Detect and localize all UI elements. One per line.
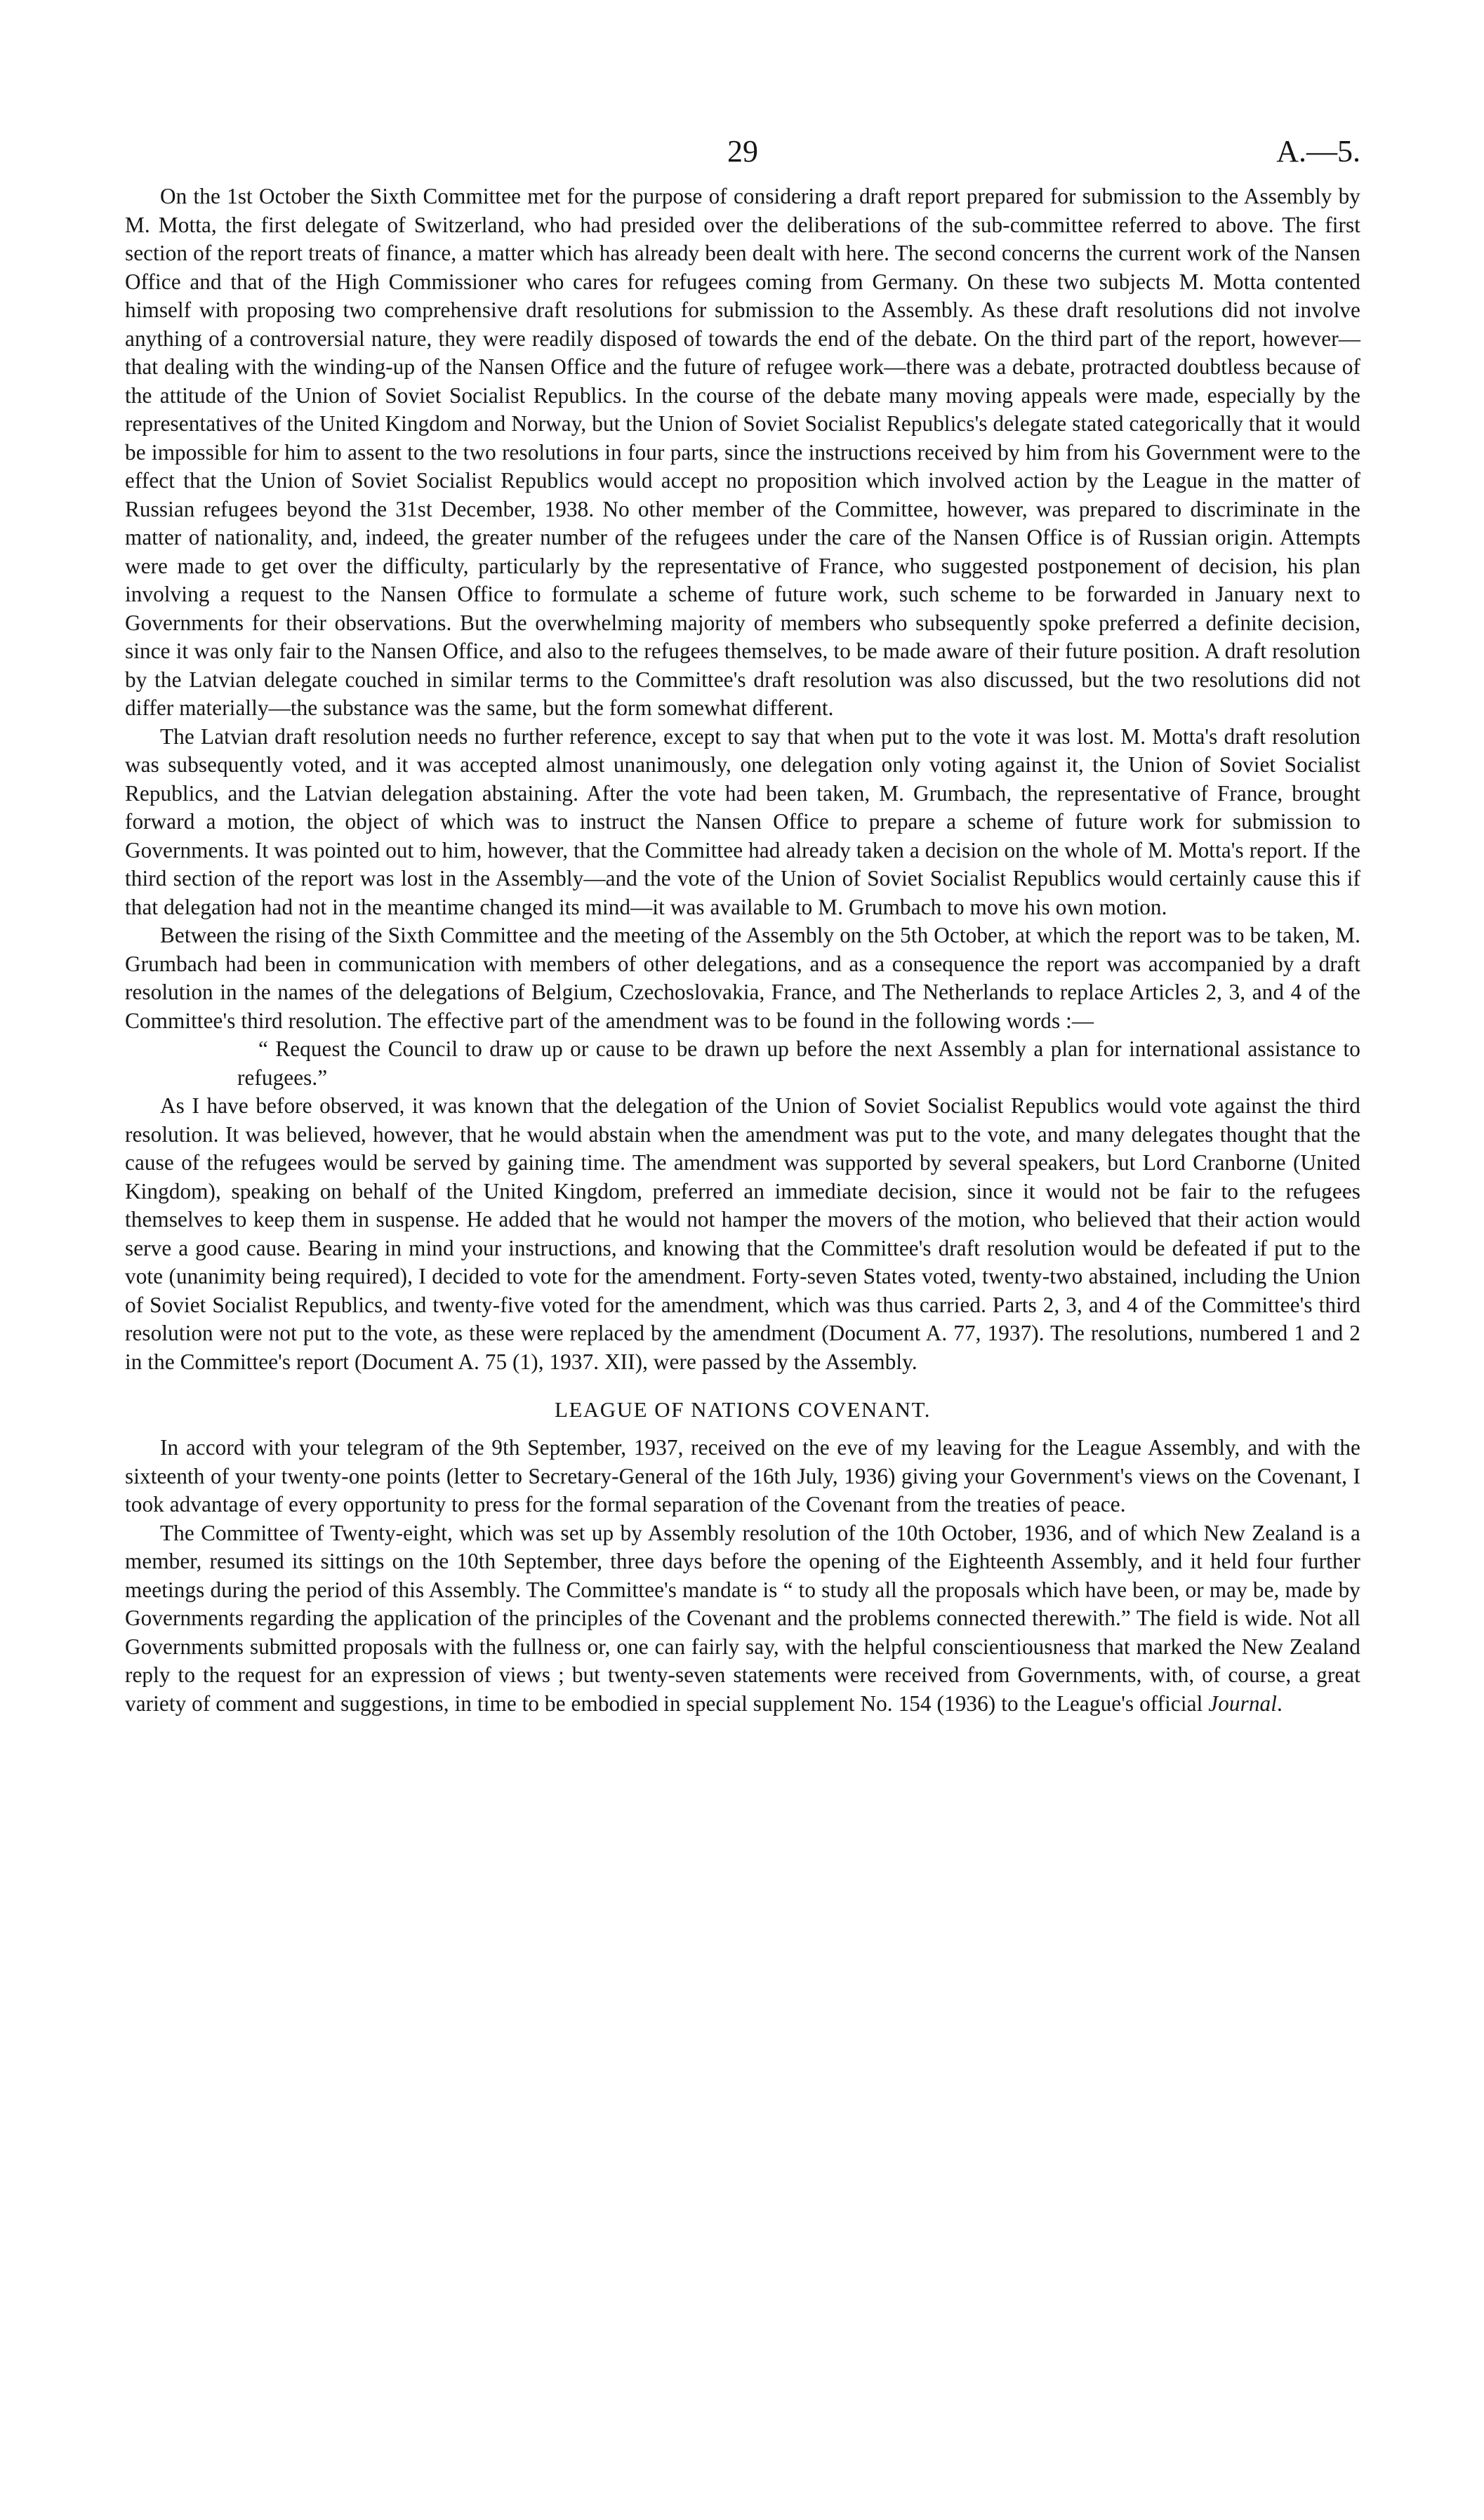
document-reference: A.—5.: [1276, 134, 1360, 168]
document-page: [125, 133, 1360, 1718]
block-quote: “ Request the Council to draw up or cause to be drawn up before the next Assembly a plan for international assistance to refugees.”: [237, 1036, 1360, 1090]
paragraph: [125, 1519, 1360, 1719]
paragraph-text: The Committee of Twenty-eight, which was set up by Assembly resolution of the 10th October, 1936, and of which New Zealand is a member, resumed its sittings on the 10th September, three days before the opening of the Eighteenth Assembly, and it held four further meetings during the period of this Assembly. The Committee's mandate is “ to study all the proposals which have been, or may be, made by Governments regarding the application of the principles of the Covenant and the problems connected therewith.” The field is wide. Not all Governments submitted proposals with the fullness or, one can fairly say, with the helpful conscientiousness that marked the New Zealand reply to the request for an expression of views ; but twenty-seven statements were received from Governments, with, of course, a great variety of comment and suggestions, in time to be embodied in special supplement No. 154 (1936) to the League's official: [125, 1520, 1360, 1716]
page-header: [125, 133, 1360, 182]
paragraph: On the 1st October the Sixth Committee met for the purpose of considering a draft report prepared for submission to the Assembly by M. Motta, the first delegate of Switzerland, who had presided over the deliberations of the sub-committee referred to above. The first section of the report treats of finance, a matter which has already been dealt with here. The second concerns the current work of the Nansen Office and that of the High Commissioner who cares for refugees coming from Germany. On these two subjects M. Motta contented himself with proposing two comprehensive draft resolutions for submission to the Assembly. As these draft resolutions did not involve anything of a controversial nature, they were readily disposed of towards the end of the debate. On the third part of the report, however— that dealing with the winding-up of the Nansen Office and the future of refugee work—there was a debate, protracted doubtless because of the attitude of the Union of Soviet Socialist Republics. In the course of the debate many moving appeals were made, especially by the representatives of the United Kingdom and Norway, but the Union of Soviet Socialist Republics's delegate stated categorically that it would be impossible for him to assent to the two resolutions in four parts, since the instructions received by him from his Government were to the effect that the Union of Soviet Socialist Republics would accept no proposition which involved action by the League in the matter of Russian refugees beyond the 31st December, 1938. No other member of the Committee, however, was prepared to discriminate in the matter of nationality, and, indeed, the greater number of the refugees under the care of the Nansen Office is of Russian origin. Attempts were made to get over the difficulty, particularly by the representative of France, who suggested postponement of decision, his plan involving a request to the Nansen Office to formulate a scheme of future work, such scheme to be forwarded in January next to Governments for their observations. But the overwhelming majority of members who subsequently spoke preferred a definite decision, since it was only fair to the Nansen Office, and also to the refugees themselves, to be made aware of their future position. A draft resolution by the Latvian delegate couched in similar terms to the Committee's draft resolution was also discussed, but the two resolutions did not differ materially—the substance was the same, but the form somewhat different.: [125, 184, 1360, 720]
document-body: [125, 182, 1360, 1718]
paragraph: Between the rising of the Sixth Committee and the meeting of the Assembly on the 5th October, at which the report was to be taken, M. Grumbach had been in communication with members of other delegations, and as a consequence the report was accompanied by a draft resolution in the names of the delegations of Belgium, Czechoslovakia, France, and The Netherlands to replace Articles 2, 3, and 4 of the Committee's third resolution. The effective part of the amendment was to be found in the following words :—: [125, 923, 1360, 1033]
paragraph: The Latvian draft resolution needs no further reference, except to say that when put to the vote it was lost. M. Motta's draft resolution was subsequently voted, and it was accepted almost unanimously, one delegation only voting against it, the Union of Soviet Socialist Republics, and the Latvian delegation abstaining. After the vote had been taken, M. Grumbach, the representative of France, brought forward a motion, the object of which was to instruct the Nansen Office to prepare a scheme of future work for submission to Governments. It was pointed out to him, however, that the Committee had already taken a decision on the whole of M. Motta's report. If the third section of the report was lost in the Assembly—and the vote of the Union of Soviet Socialist Republics would certainly cause this if that delegation had not in the meantime changed its mind—it was available to M. Grumbach to move his own motion.: [125, 724, 1360, 919]
page-number: 29: [727, 134, 758, 168]
paragraph: As I have before observed, it was known that the delegation of the Union of Soviet Socialist Republics would vote against the third resolution. It was believed, however, that he would abstain when the amendment was put to the vote, and many delegates thought that the cause of the refugees would be served by gaining time. The amendment was supported by several speakers, but Lord Cranborne (United Kingdom), speaking on behalf of the United Kingdom, preferred an immediate decision, since it would not be fair to the refugees themselves to keep them in suspense. He added that he would not hamper the movers of the motion, who believed that their action would serve a good cause. Bearing in mind your instructions, and knowing that the Committee's draft resolution would be defeated if put to the vote (unanimity being required), I decided to vote for the amendment. Forty-seven States voted, twenty-two abstained, including the Union of Soviet Socialist Republics, and twenty-five voted for the amendment, which was thus carried. Parts 2, 3, and 4 of the Committee's third resolution were not put to the vote, as these were replaced by the amendment (Document A. 77, 1937). The resolutions, numbered 1 and 2 in the Committee's report (Document A. 75 (1), 1937. XII), were passed by the Assembly.: [125, 1093, 1360, 1374]
section-heading: LEAGUE OF NATIONS COVENANT.: [555, 1397, 931, 1422]
journal-title: Journal: [1208, 1691, 1277, 1716]
paragraph: In accord with your telegram of the 9th September, 1937, received on the eve of my leaving for the League Assembly, and with the sixteenth of your twenty-one points (letter to Secretary-General of the 16th July, 1936) giving your Government's views on the Covenant, I took advantage of every opportunity to press for the formal separation of the Covenant from the treaties of peace.: [125, 1435, 1360, 1516]
end-punctuation: .: [1276, 1691, 1283, 1716]
